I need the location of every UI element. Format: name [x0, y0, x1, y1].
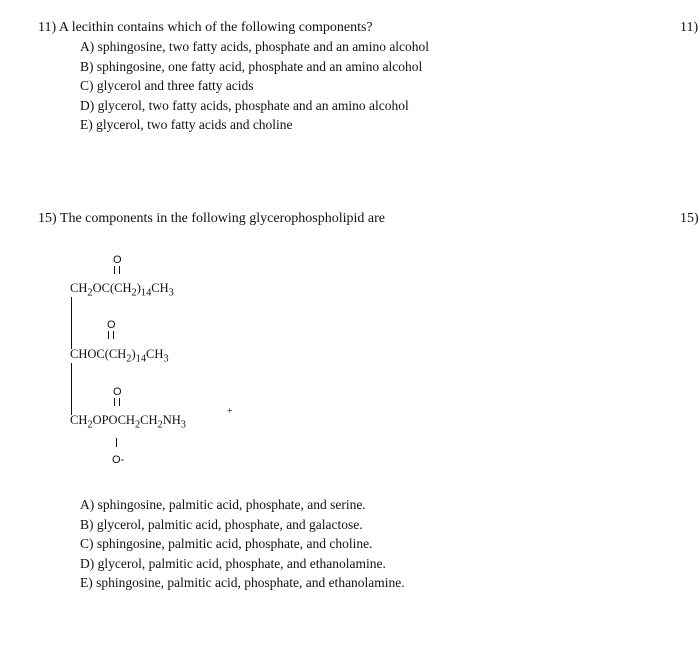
q15-option-e[interactable]: E) sphingosine, palmitic acid, phosphate, and ethanolamine.	[80, 575, 405, 590]
q11-option-a[interactable]: A) sphingosine, two fatty acids, phosphate and an amino alcohol	[80, 39, 430, 54]
q11-option-d[interactable]: D) glycerol, two fatty acids, phosphate and an amino alcohol	[80, 97, 409, 113]
row2-carbonyl-oxygen: O	[107, 319, 116, 331]
question-11-margin-number: 11)	[680, 20, 699, 35]
q11-option-e[interactable]: E) glycerol, two fatty acids and choline	[80, 117, 293, 132]
row1-double-bond	[114, 266, 120, 274]
row2-formula: $CHOC(CH_2)_{14}CH_3$	[70, 347, 169, 365]
question-15-margin-number: 15)	[680, 211, 699, 226]
phosphate-single-bond	[116, 438, 117, 447]
glycerophospholipid-structure	[60, 250, 260, 470]
q15-option-d[interactable]: D) glycerol, palmitic acid, phosphate, and ethanolamine.	[80, 555, 386, 571]
phosphate-negative-oxygen: O-	[112, 454, 125, 466]
phosphate-double-bond	[114, 398, 120, 406]
q11-option-b[interactable]: B) sphingosine, one fatty acid, phosphate and an amino alcohol	[80, 58, 423, 74]
row1-formula: $CH_2OC(CH_2)_{14}CH_3$	[70, 281, 174, 299]
row1-carbonyl-oxygen: O	[113, 254, 122, 266]
question-15-title: 15) The components in the following glycerophospholipid are	[38, 211, 385, 226]
row3-formula: $CH_2OPOCH_2CH_2NH_3$	[70, 413, 186, 431]
row2-double-bond	[108, 331, 114, 339]
positive-charge: +	[227, 406, 233, 417]
question-15-options	[80, 495, 405, 593]
q11-option-c[interactable]: C) glycerol and three fatty acids	[80, 78, 254, 93]
q15-option-b[interactable]: B) glycerol, palmitic acid, phosphate, and galactose.	[80, 516, 363, 532]
question-11-options	[80, 37, 429, 135]
backbone-bond-1	[71, 297, 72, 349]
backbone-bond-2	[71, 363, 72, 415]
q15-option-c[interactable]: C) sphingosine, palmitic acid, phosphate, and choline.	[80, 536, 373, 551]
q15-option-a[interactable]: A) sphingosine, palmitic acid, phosphate, and serine.	[80, 497, 366, 512]
question-11-title: 11) A lecithin contains which of the following components?	[38, 20, 373, 35]
phosphate-oxygen: O	[113, 386, 122, 398]
